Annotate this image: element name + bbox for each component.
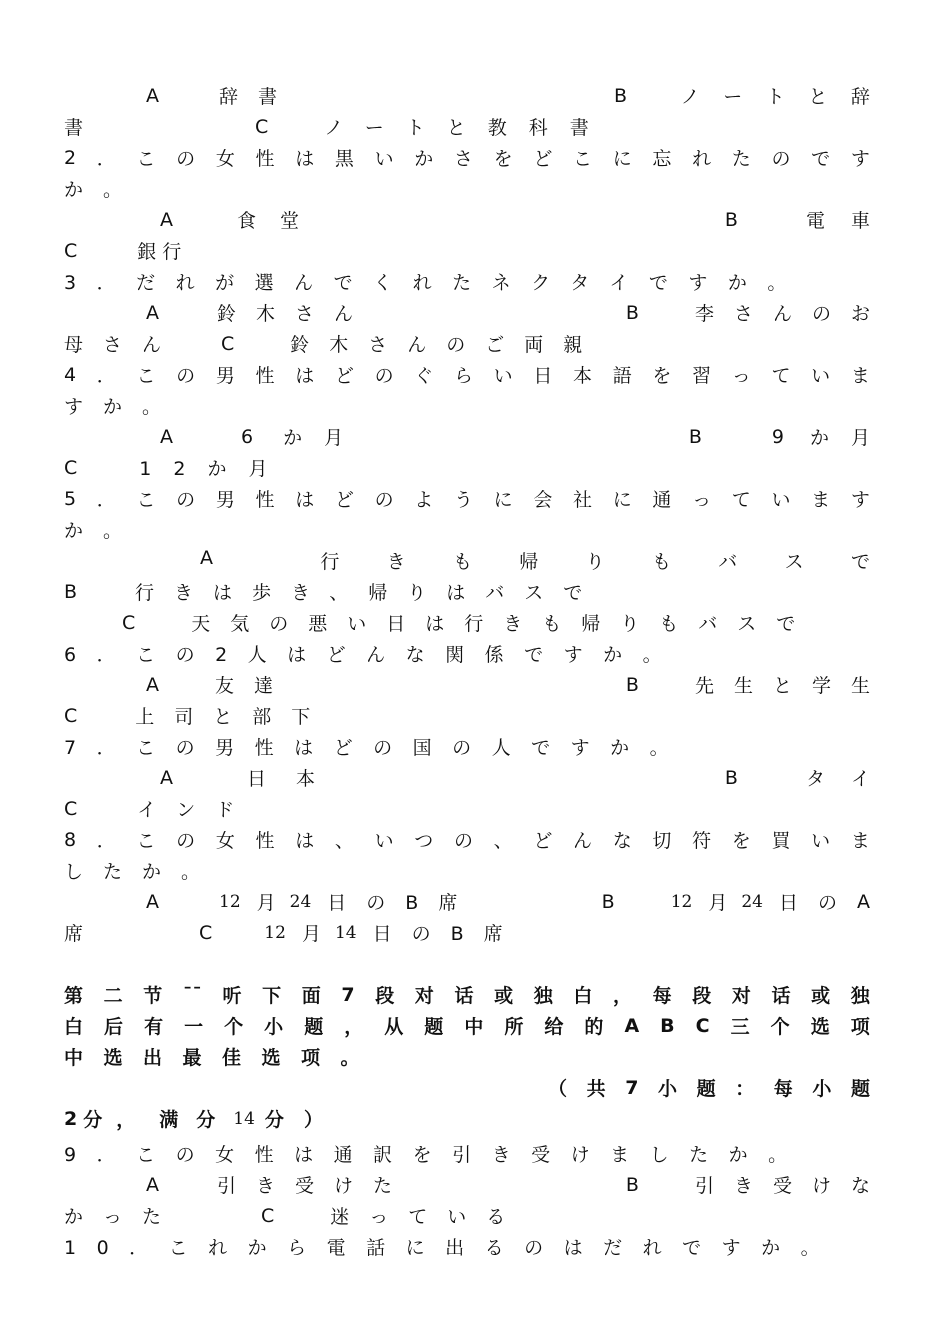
- q5-option-c: C 天気の悪い日は行きも帰りもバスで: [122, 611, 816, 635]
- q7-options-ab: A 日本 B タ イ: [160, 766, 870, 790]
- q6-options-ab: A 友達 B 先生と学 生: [146, 673, 870, 697]
- q4-question: 4 ． こ の 男 性 は ど の ぐ ら い 日 本 語 を 習 っ て い ま: [64, 363, 870, 387]
- q8-question: 8 ． こ の 女 性 は 、 い つ の 、 ど ん な 切 符 を 買 い ま: [64, 828, 870, 852]
- q10-question: 10．これから電話に出るのはだれですか。: [64, 1237, 841, 1259]
- q7-option-c: C インド: [64, 797, 255, 821]
- q8-question-cont: したか。: [64, 861, 221, 883]
- q9-option-b-c: かった C 迷っている: [64, 1204, 526, 1228]
- q5-question-cont: か。: [64, 520, 143, 542]
- q3-option-b-c: 母さん C 鈴木さんのご両親: [64, 332, 603, 356]
- q5-option-b: B 行きは歩き、帰りはバスで: [64, 580, 603, 604]
- q7-question: 7．この男性はどの国の人ですか。: [64, 737, 690, 759]
- q3-question: 3．だれが選んでくれたネクタイですか。: [64, 272, 807, 294]
- section2-heading: 第 二 节 ¯¯ 听 下 面 7 段 对 话 或 独 白 ， 每 段 对 话 或 独: [64, 983, 870, 1007]
- q1-option-a-text: A 辞書: [146, 84, 298, 108]
- section2-heading-line-3: 中选出最佳选项。: [64, 1047, 381, 1069]
- section2-score: （ 共 7 小 题 ： 每 小 题: [548, 1076, 870, 1100]
- q8-options-ab: A 12 月 24 日のB席 B 12 月 24 日の A: [146, 890, 870, 914]
- q2-question: 2 ． こ の 女 性 は 黒 い か さ を ど こ に 忘 れ た の で す: [64, 146, 870, 170]
- q4-question-cont: すか。: [64, 396, 182, 418]
- q2-option-c: C 銀行: [64, 239, 188, 263]
- q6-option-c: C 上司と部下: [64, 704, 331, 728]
- q3-options-ab: A 鈴木さん B 李さんの お: [146, 301, 870, 325]
- q4-options-ab: A 6 か月 B 9 か 月: [160, 425, 870, 449]
- q5-option-a: A 行 き も 帰 り も バ ス で: [200, 547, 870, 573]
- q4-option-c: C 12か月: [64, 456, 290, 480]
- q1-option-b-c-line: 書 C ノートと教科書: [64, 115, 611, 139]
- q5-question: 5 ． こ の 男 性 は ど の よ う に 会 社 に 通 っ て い ま す: [64, 487, 870, 511]
- q2-options-ab: A 食堂 B 電 車: [160, 208, 870, 232]
- q2-question-cont: か。: [64, 179, 143, 201]
- q6-question: 6．この2人はどんな関係ですか。: [64, 644, 683, 666]
- q9-options-ab: A 引き受けた B 引き受け な: [146, 1173, 870, 1197]
- section2-score-cont: 2 分 ， 满分 14 分 ）: [64, 1107, 323, 1131]
- q9-question: 9．この女性は通訳を引き受けましたか。: [64, 1144, 808, 1166]
- q1-option-b: B ノ ー ト と 辞: [614, 84, 870, 108]
- q8-option-b-c: 席 C 12 月 14 日のB席: [64, 921, 523, 945]
- section2-heading-line-2: 白 后 有 一 个 小 题 ， 从 题 中 所 给 的 A B C 三 个 选 项: [64, 1014, 870, 1038]
